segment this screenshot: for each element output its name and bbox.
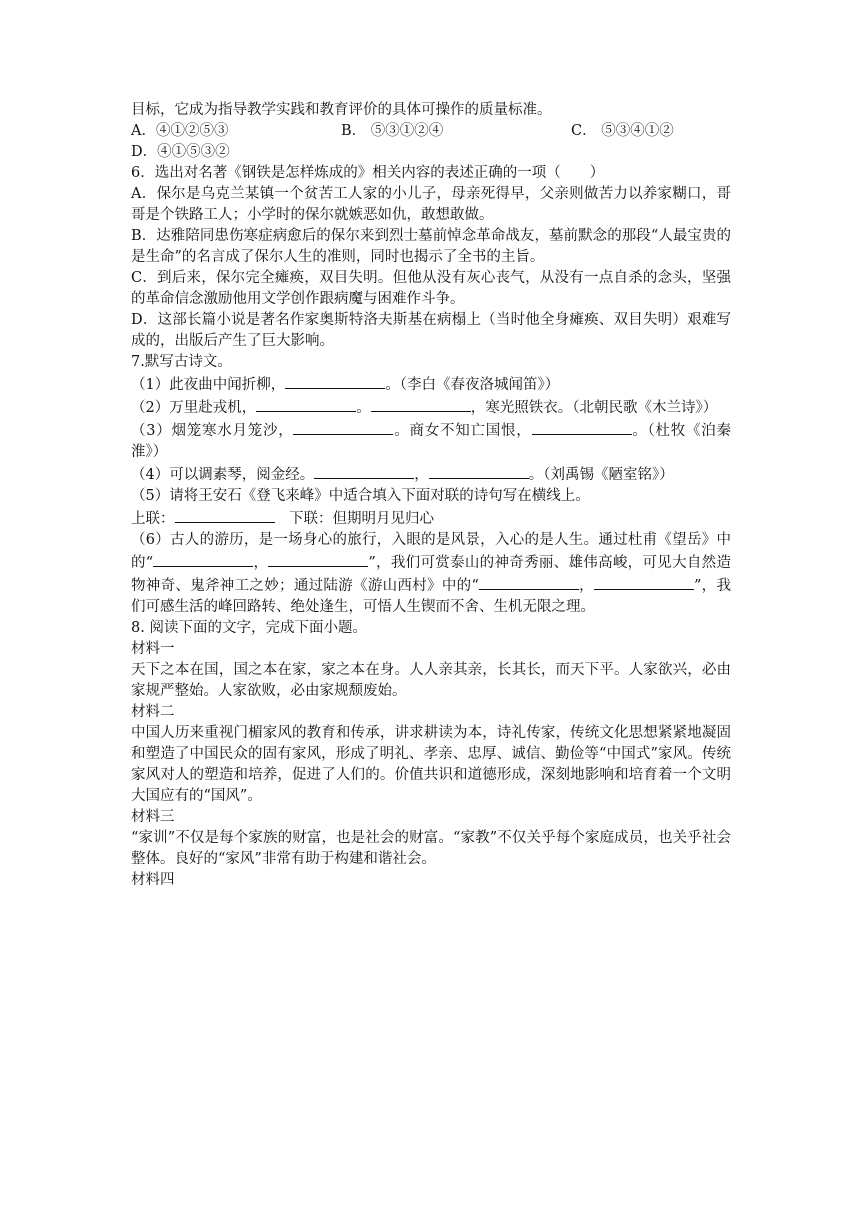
option-d: D．④①⑤③②: [131, 144, 230, 160]
material-1-title: 材料一: [131, 641, 175, 657]
q7-item-5: （5）请将王安石《登飞来峰》中适合填入下面对联的诗句写在横线上。: [131, 488, 590, 504]
question-6: 6．选出对名著《钢铁是怎样炼成的》相关内容的表述正确的一项（ ）: [131, 165, 605, 181]
q7-1-text-b: 。（李白《春夜洛城闻笛》）: [385, 377, 560, 393]
answer-blank[interactable]: [285, 373, 385, 389]
option-b: B． ⑤③①②④: [341, 123, 444, 139]
material-1-text: 天下之本在国，国之本在家，家之本在身。人人亲其亲，长其长，而天下平。人家欲兴，必由家规严整始。人家欲败，必由家规颓废始。: [131, 662, 731, 699]
q7-item-6: [131, 530, 731, 618]
material-3-text: “家训”不仅是每个家族的财富，也是社会的财富。“家教”不仅关乎每个家庭成员，也关乎社会整体。良好的“家风”非常有助于构建和谐社会。: [131, 830, 731, 867]
q7-3-text-c: 。（杜牧《泊秦淮》）: [131, 423, 732, 460]
text-line: 目标，它成为指导教学实践和教育评价的具体可操作的质量标准。: [131, 102, 552, 118]
q7-item-4: [131, 463, 731, 486]
answer-blank[interactable]: [314, 463, 414, 479]
q6-option-a: A．保尔是乌克兰某镇一个贫苦工人家的小儿子，母亲死得早，父亲则做苦力以养家糊口，哥哥是个铁路工人；小学时的保尔就嫉恶如仇，敢想敢做。: [131, 186, 731, 223]
q7-2-text-a: （2）万里赴戎机，: [131, 400, 257, 416]
answer-blank[interactable]: [429, 463, 529, 479]
q7-3-text-a: （3）烟笼寒水月笼沙，: [131, 423, 294, 439]
answer-blank[interactable]: [532, 419, 632, 435]
answer-blank[interactable]: [256, 396, 356, 412]
question-7: 7.默写古诗文。: [131, 354, 232, 370]
answer-blank[interactable]: [594, 574, 694, 590]
q7-item-2: [131, 396, 731, 419]
q7-6-text-b: ，: [253, 555, 269, 571]
q6-option-d: D．这部长篇小说是著名作家奥斯特洛夫斯基在病榻上（当时他全身瘫痪、双目失明）艰难写成的，出版后产生了巨大影响。: [131, 312, 731, 349]
q7-2-text-c: ，寒光照铁衣。（北朝民歌《木兰诗》）: [470, 400, 718, 416]
q7-6-text-d: ，: [578, 578, 594, 594]
material-2-text: 中国人历来重视门楣家风的教育和传承，讲求耕读为本，诗礼传家，传统文化思想紧紧地凝固和塑造了中国民众的固有家风，形成了明礼、孝亲、忠厚、诚信、勤俭等“中国式”家风。传统家风对人的塑造和培养，促进了人们的。价值共识和道德形成，深刻地影响和培育着一个文明大国应有的“国风”。: [131, 725, 731, 804]
answer-blank[interactable]: [175, 507, 275, 523]
question-8: 8. 阅读下面的文字，完成下面小题。: [131, 620, 367, 636]
q7-6-text-a: （6）古人的游历，是一场身心的旅行，入眼的是风景，入心的是人生。通过杜甫《望岳》中的“: [131, 532, 731, 571]
q7-4-text-c: 。（刘禹锡《陋室铭》）: [528, 467, 674, 483]
couplet-upper-label: 上联：: [131, 511, 175, 527]
q7-item-3: [131, 419, 731, 463]
q7-6-text-e: ”，我们可感生活的峰回路转、绝处逢生，可悟人生锲而不舍、生机无限之理。: [131, 578, 731, 615]
material-2-title: 材料二: [131, 704, 175, 720]
q7-2-text-b: 。: [356, 400, 371, 416]
q6-option-c: C．到后来，保尔完全瘫痪，双目失明。但他从没有灰心丧气，从没有一点自杀的念头，坚强的革命信念激励他用文学创作跟病魔与困难作斗争。: [131, 270, 731, 307]
answer-blank[interactable]: [268, 551, 368, 567]
q6-option-b: B．达雅陪同患伤寒症病愈后的保尔来到烈士墓前悼念革命战友，墓前默念的那段“人最宝贵的是生命”的名言成了保尔人生的准则，同时也揭示了全书的主旨。: [131, 228, 731, 265]
material-4-title: 材料四: [131, 872, 175, 888]
material-3-title: 材料三: [131, 809, 175, 825]
answer-blank[interactable]: [293, 419, 393, 435]
couplet-lower: 下联：但期明月见归心: [274, 511, 434, 527]
couplet-line: [131, 507, 731, 530]
q7-1-text-a: （1）此夜曲中闻折柳，: [131, 377, 286, 393]
q7-3-text-b: 。商女不知亡国恨，: [393, 423, 532, 439]
answer-blank[interactable]: [153, 551, 253, 567]
q7-4-text-a: （4）可以调素琴，阅金经。: [131, 467, 315, 483]
q7-4-text-b: ，: [414, 467, 429, 483]
answer-blank[interactable]: [479, 574, 579, 590]
answer-blank[interactable]: [371, 396, 471, 412]
document-body: [131, 100, 731, 891]
option-c: C． ⑤③④①②: [571, 123, 674, 139]
q5-options: [131, 121, 731, 142]
q7-item-1: [131, 373, 731, 396]
q7-6-text-c: ”，我们可赏泰山的神奇秀丽、雄伟高峻，可见大自然造物神奇、鬼斧神工之妙；通过陆游《游山西村》中的“: [131, 555, 731, 594]
option-a: A．④①②⑤③: [131, 123, 229, 139]
